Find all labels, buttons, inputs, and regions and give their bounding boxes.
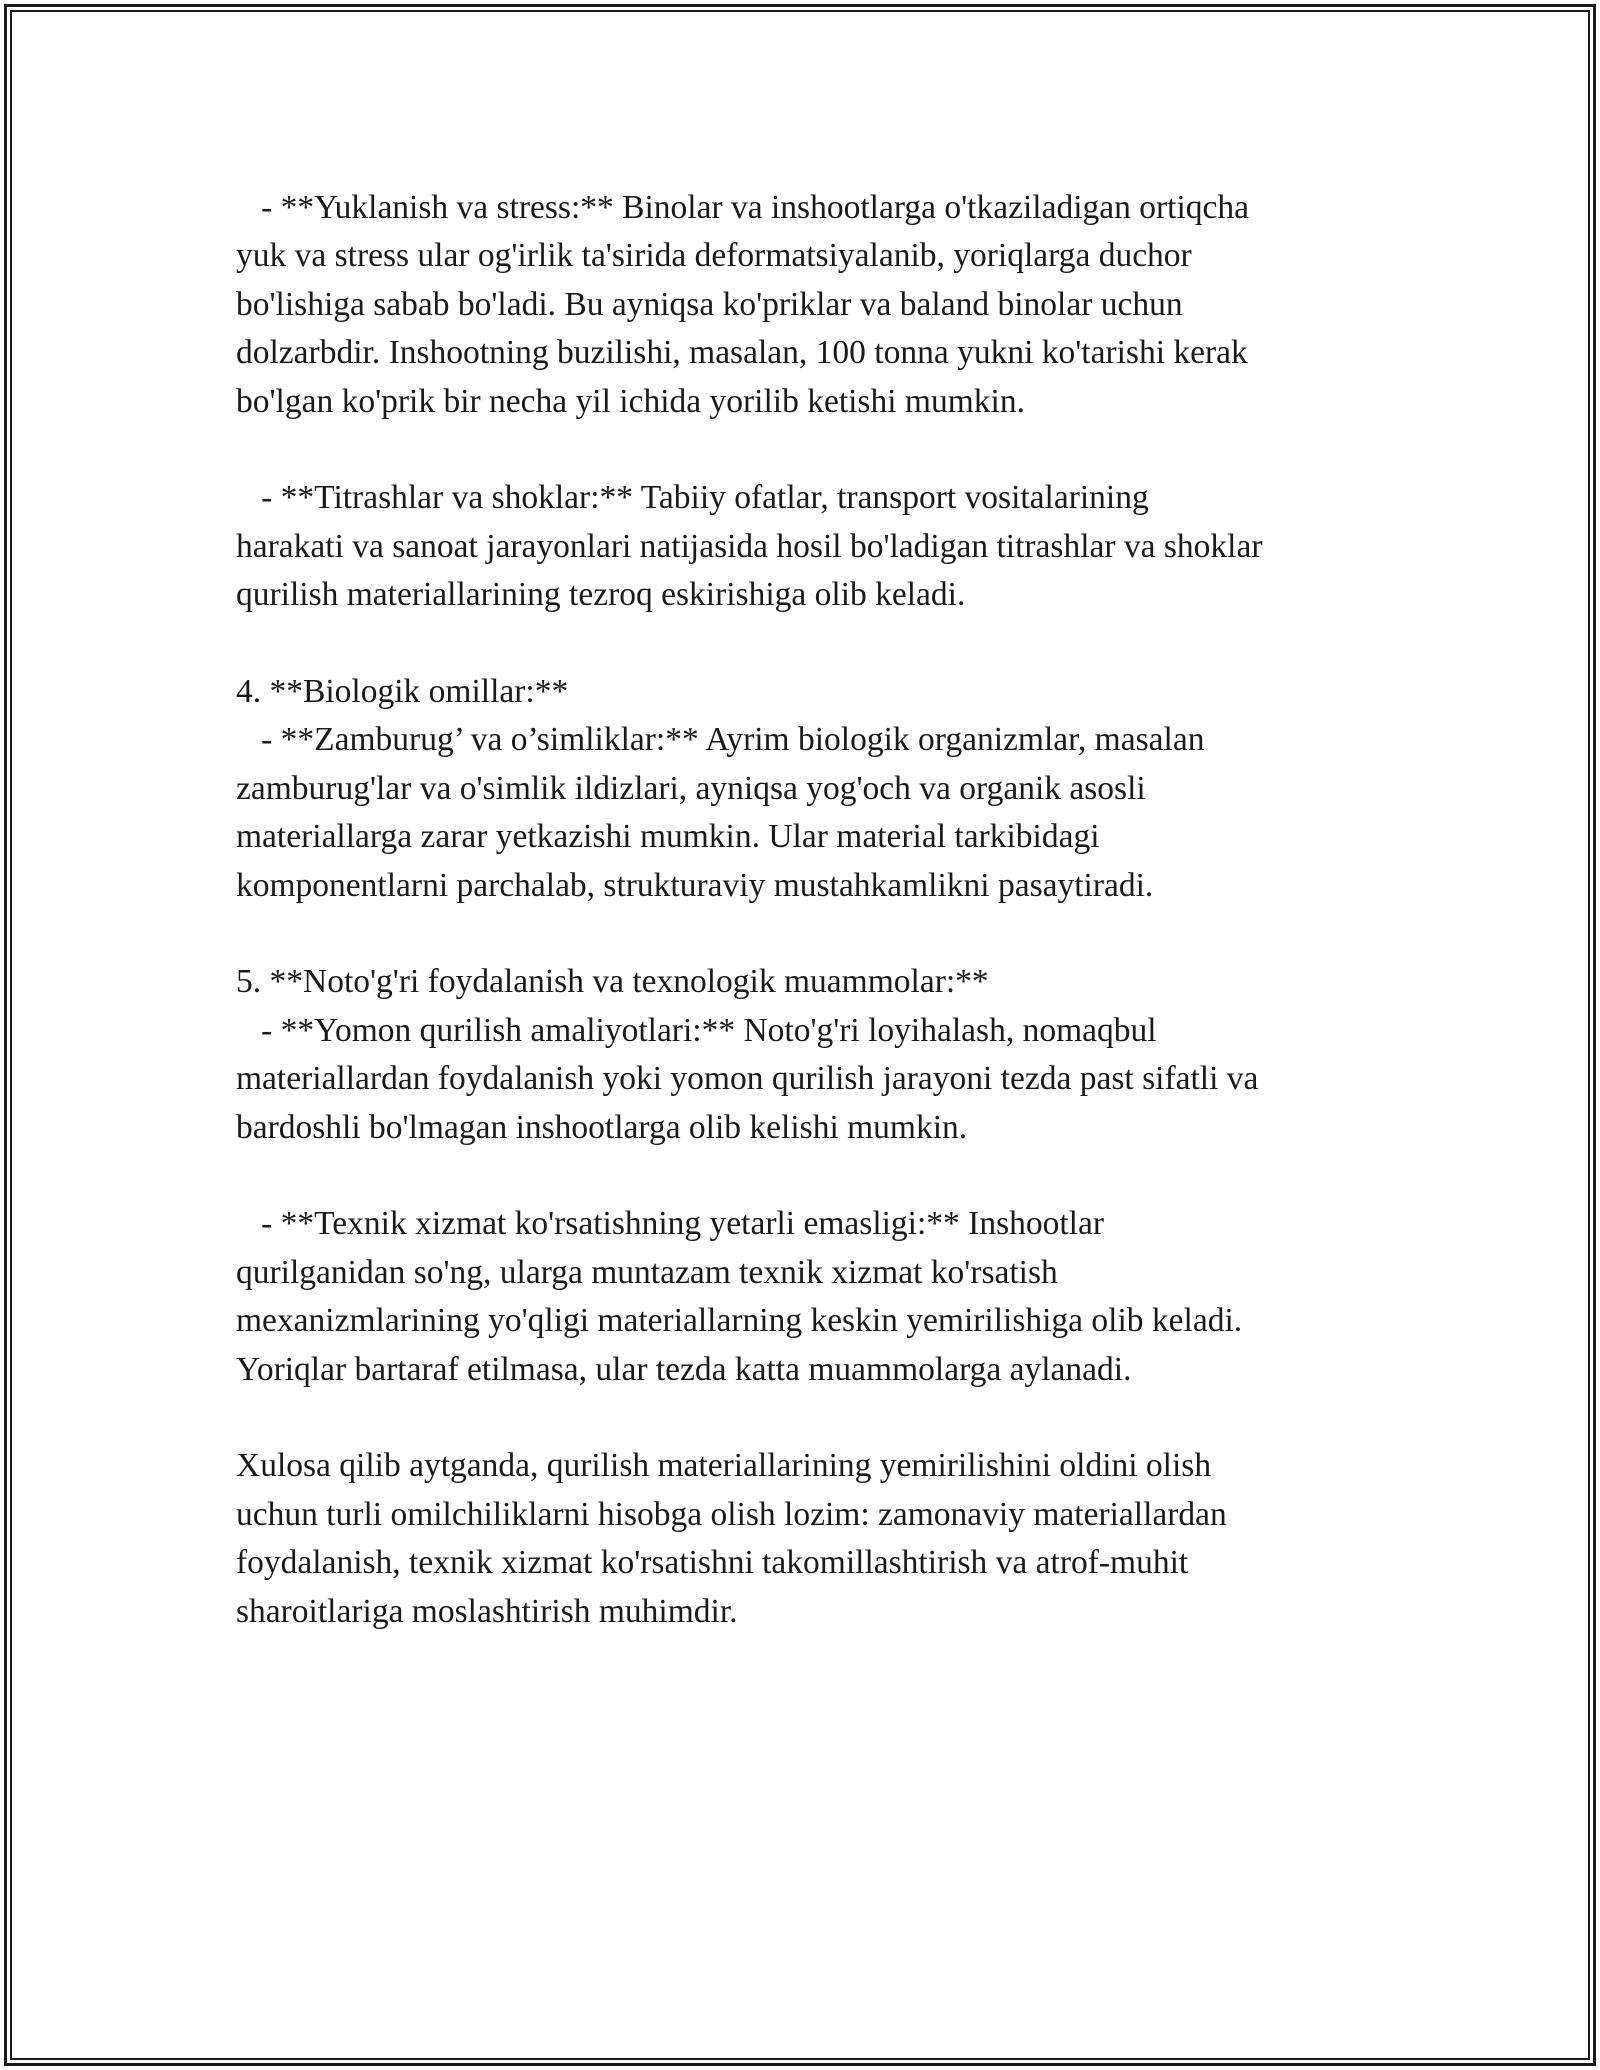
text-line: bo'lishiga sabab bo'ladi. Bu ayniqsa ko'priklar va baland binolar uchun	[236, 285, 1183, 323]
paragraph-texnik-xizmat	[236, 1200, 1396, 1394]
text-line: uchun turli omilchiliklarni hisobga olish lozim: zamonaviy materiallardan	[236, 1495, 1227, 1533]
section-heading: 4. **Biologik omillar:**	[236, 673, 569, 711]
document-body	[236, 184, 1396, 1636]
text-line: - **Yomon qurilish amaliyotlari:** Noto'g'ri loyihalash, nomaqbul	[236, 1011, 1157, 1049]
text-line: Yoriqlar bartaraf etilmasa, ular tezda katta muammolarga aylanadi.	[236, 1350, 1132, 1388]
paragraph-gap	[236, 1152, 1396, 1200]
text-line: foydalanish, texnik xizmat ko'rsatishni takomillashtirish va atrof-muhit	[236, 1544, 1189, 1582]
text-line: sharoitlariga moslashtirish muhimdir.	[236, 1592, 738, 1630]
text-line: bardoshli bo'lmagan inshootlarga olib kelishi mumkin.	[236, 1108, 968, 1146]
paragraph-titrashlar	[236, 474, 1396, 619]
paragraph-gap	[236, 910, 1396, 958]
text-line: zamburug'lar va o'simlik ildizlari, ayniqsa yog'och va organik asosli	[236, 769, 1146, 807]
text-line: komponentlarni parchalab, strukturaviy mustahkamlikni pasaytiradi.	[236, 866, 1154, 904]
text-line: - **Titrashlar va shoklar:** Tabiiy ofatlar, transport vositalarining	[236, 479, 1149, 517]
text-line: qurilganidan so'ng, ularga muntazam texnik xizmat ko'rsatish	[236, 1253, 1058, 1291]
text-line: - **Zamburug’ va o’simliklar:** Ayrim biologik organizmlar, masalan	[236, 721, 1205, 759]
paragraph-gap	[236, 1394, 1396, 1442]
text-line: dolzarbdir. Inshootning buzilishi, masalan, 100 tonna yukni ko'tarishi kerak	[236, 334, 1248, 372]
paragraph-yuklanish	[236, 184, 1396, 426]
paragraph-notogri-foydalanish	[236, 958, 1396, 1152]
text-line: materiallarga zarar yetkazishi mumkin. Ular material tarkibidagi	[236, 818, 1100, 856]
text-line: qurilish materiallarining tezroq eskirishiga olib keladi.	[236, 576, 966, 614]
text-line: Xulosa qilib aytganda, qurilish materiallarining yemirilishini oldini olish	[236, 1447, 1212, 1485]
paragraph-biologik-omillar	[236, 668, 1396, 910]
text-line: bo'lgan ko'prik bir necha yil ichida yorilib ketishi mumkin.	[236, 382, 1025, 420]
text-line: mexanizmlarining yo'qligi materiallarning keskin yemirilishiga olib keladi.	[236, 1302, 1243, 1340]
text-line: materiallardan foydalanish yoki yomon qurilish jarayoni tezda past sifatli va	[236, 1060, 1259, 1098]
text-line: - **Texnik xizmat ko'rsatishning yetarli emasligi:** Inshootlar	[236, 1205, 1105, 1243]
text-line: - **Yuklanish va stress:** Binolar va inshootlarga o'tkaziladigan ortiqcha	[236, 189, 1249, 226]
paragraph-xulosa	[236, 1442, 1396, 1636]
paragraph-gap	[236, 426, 1396, 474]
paragraph-gap	[236, 620, 1396, 668]
text-line: yuk va stress ular og'irlik ta'sirida deformatsiyalanib, yoriqlarga duchor	[236, 237, 1192, 275]
text-line: harakati va sanoat jarayonlari natijasida hosil bo'ladigan titrashlar va shoklar	[236, 527, 1263, 565]
section-heading: 5. **Noto'g'ri foydalanish va texnologik muammolar:**	[236, 963, 989, 1001]
